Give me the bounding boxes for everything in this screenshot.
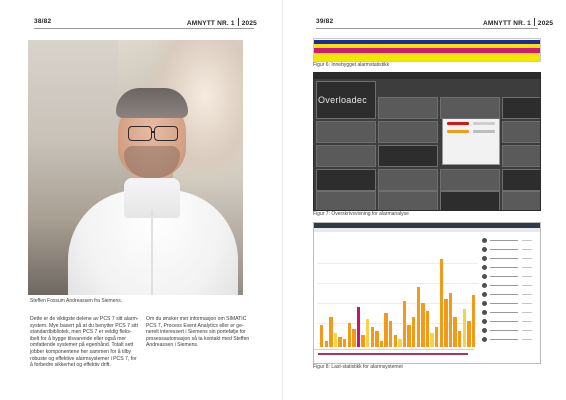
grid-line bbox=[318, 303, 478, 304]
chart-bar bbox=[472, 295, 475, 347]
body-text-line: Andreassen i Siemens. bbox=[146, 342, 199, 349]
chart-bar bbox=[430, 333, 433, 347]
body-text-line: omfattende systemer på egenhånd. Totalt sett bbox=[30, 342, 134, 349]
dashboard-tile bbox=[316, 169, 376, 191]
grid-line bbox=[318, 263, 478, 264]
chart-bar bbox=[329, 317, 332, 347]
alarm-source-row bbox=[482, 291, 537, 298]
dashboard-tile bbox=[378, 121, 438, 143]
dashboard-tile bbox=[378, 191, 438, 211]
body-text-line: nerelt interessert i Siemens sin portefølje for bbox=[146, 329, 246, 336]
chart-bar bbox=[440, 259, 443, 347]
chart-bar bbox=[343, 339, 346, 347]
chart-bar bbox=[357, 307, 360, 347]
chart-bar bbox=[338, 337, 341, 347]
body-text-line: robuste og effektive alarmsystemer i PCS 7, for bbox=[30, 355, 137, 362]
dashboard-tile bbox=[502, 145, 541, 167]
body-text-line: standardbibliotek, men PCS 7 er veldig fleks- bbox=[30, 329, 132, 336]
chart-bar bbox=[352, 329, 355, 347]
alarm-source-row bbox=[482, 282, 537, 289]
overloaded-label: Overloadec bbox=[318, 95, 368, 105]
alarm-source-row bbox=[482, 246, 537, 253]
header-rule bbox=[34, 28, 254, 29]
alarm-overview-screenshot bbox=[313, 72, 541, 211]
chart-bar bbox=[389, 321, 392, 347]
body-column-1 bbox=[30, 316, 140, 369]
dialog-field bbox=[473, 130, 495, 133]
body-text-line: ibelt for å bygge tilsvarende eller også mer bbox=[30, 335, 126, 342]
dashboard-tile bbox=[316, 121, 376, 143]
dashboard-tile bbox=[440, 97, 500, 119]
dashboard-tile bbox=[502, 169, 541, 191]
header-rule bbox=[316, 28, 538, 29]
chart-bar bbox=[463, 309, 466, 347]
running-head-left bbox=[187, 18, 257, 27]
chart-bar bbox=[371, 327, 374, 347]
dashboard-tile bbox=[502, 121, 541, 143]
photo-caption: Steffen Fossum Andreassen fra Siemens. bbox=[30, 298, 123, 304]
body-text-line: jobber komponentene her sammen for å tilby bbox=[30, 348, 132, 355]
chart-bar bbox=[334, 333, 337, 347]
alarm-source-row bbox=[482, 255, 537, 262]
magazine-title: AMNYTT NR. 1 bbox=[186, 20, 235, 27]
dashboard-tile bbox=[378, 145, 438, 167]
dashboard-tile bbox=[502, 191, 541, 211]
chart-bar bbox=[435, 327, 438, 347]
alarm-load-chart-screenshot bbox=[313, 222, 541, 364]
magazine-year: 2025 bbox=[241, 20, 257, 27]
alarm-source-row bbox=[482, 309, 537, 316]
chart-bar bbox=[325, 341, 328, 347]
chart-bar bbox=[444, 299, 447, 347]
chart-bar bbox=[421, 303, 424, 347]
body-text-line: Om du ønsker mer informasjon om SIMATIC bbox=[146, 316, 247, 322]
chart-bar bbox=[348, 323, 351, 347]
magazine-title: AMNYTT NR. 1 bbox=[483, 20, 531, 27]
chart-bar bbox=[417, 287, 420, 347]
chart-bar bbox=[366, 319, 369, 347]
dashboard-tile bbox=[378, 169, 438, 191]
table-row bbox=[314, 57, 540, 61]
chart-bar bbox=[398, 339, 401, 347]
dashboard-tile bbox=[502, 97, 541, 119]
body-text-line: Dette er de viktigste delene av PCS 7 sitt alarm- bbox=[30, 316, 139, 322]
fig8-caption: Figur 8: Last-statistikk for alarmsystemet bbox=[313, 364, 403, 370]
body-text-line: PCS 7, Process Event Analytics eller er ge- bbox=[146, 322, 244, 329]
body-text-line: prosessautomasjon så ta kontakt med Steffen bbox=[146, 335, 250, 342]
chart-bar bbox=[407, 325, 410, 347]
page-number-right: 39/82 bbox=[316, 18, 334, 25]
chart-bar bbox=[426, 311, 429, 347]
alarm-source-row bbox=[482, 237, 537, 244]
chart-bar bbox=[394, 335, 397, 347]
chart-bar bbox=[384, 313, 387, 347]
dashboard-tile bbox=[316, 145, 376, 167]
alarm-source-row bbox=[482, 300, 537, 307]
body-column-2 bbox=[146, 316, 256, 349]
alarm-source-row bbox=[482, 318, 537, 325]
alarm-source-row bbox=[482, 336, 537, 343]
alarm-source-row bbox=[482, 327, 537, 334]
dialog-field bbox=[447, 122, 469, 125]
chart-bar bbox=[403, 301, 406, 347]
body-text-line: å forbedre sikkerhet og effektiv drift. bbox=[30, 362, 111, 369]
page-number-left: 38/82 bbox=[34, 18, 52, 25]
alarm-statistics-table bbox=[313, 38, 541, 62]
dialog-field bbox=[447, 130, 469, 133]
magazine-year: 2025 bbox=[537, 20, 554, 27]
chart-bar bbox=[453, 317, 456, 347]
dialog-field bbox=[473, 122, 495, 125]
portrait-photo bbox=[28, 40, 243, 295]
fig6-caption: Figur 6: Innebygget alarmstatistikk bbox=[313, 62, 390, 68]
dashboard-tile bbox=[440, 169, 500, 191]
fig7-caption: Figur 7: Overskrivsvisning for alarmanalyse bbox=[313, 211, 409, 217]
chart-bar bbox=[458, 331, 461, 347]
alarm-source-row bbox=[482, 273, 537, 280]
chart-bar bbox=[467, 321, 470, 347]
alarm-source-row bbox=[482, 264, 537, 271]
body-text-line: system. Mye basert på at du benytter PCS 7 sitt bbox=[30, 322, 138, 329]
chart-bar bbox=[380, 341, 383, 347]
grid-line bbox=[318, 283, 478, 284]
running-head-right bbox=[483, 18, 553, 27]
dashboard-tile bbox=[378, 97, 438, 119]
dashboard-tile bbox=[316, 191, 376, 211]
dashboard-tile bbox=[440, 191, 500, 211]
chart-bar bbox=[449, 293, 452, 347]
chart-bar bbox=[412, 317, 415, 347]
chart-bar bbox=[320, 325, 323, 347]
chart-bar bbox=[375, 331, 378, 347]
chart-bar bbox=[361, 335, 364, 347]
